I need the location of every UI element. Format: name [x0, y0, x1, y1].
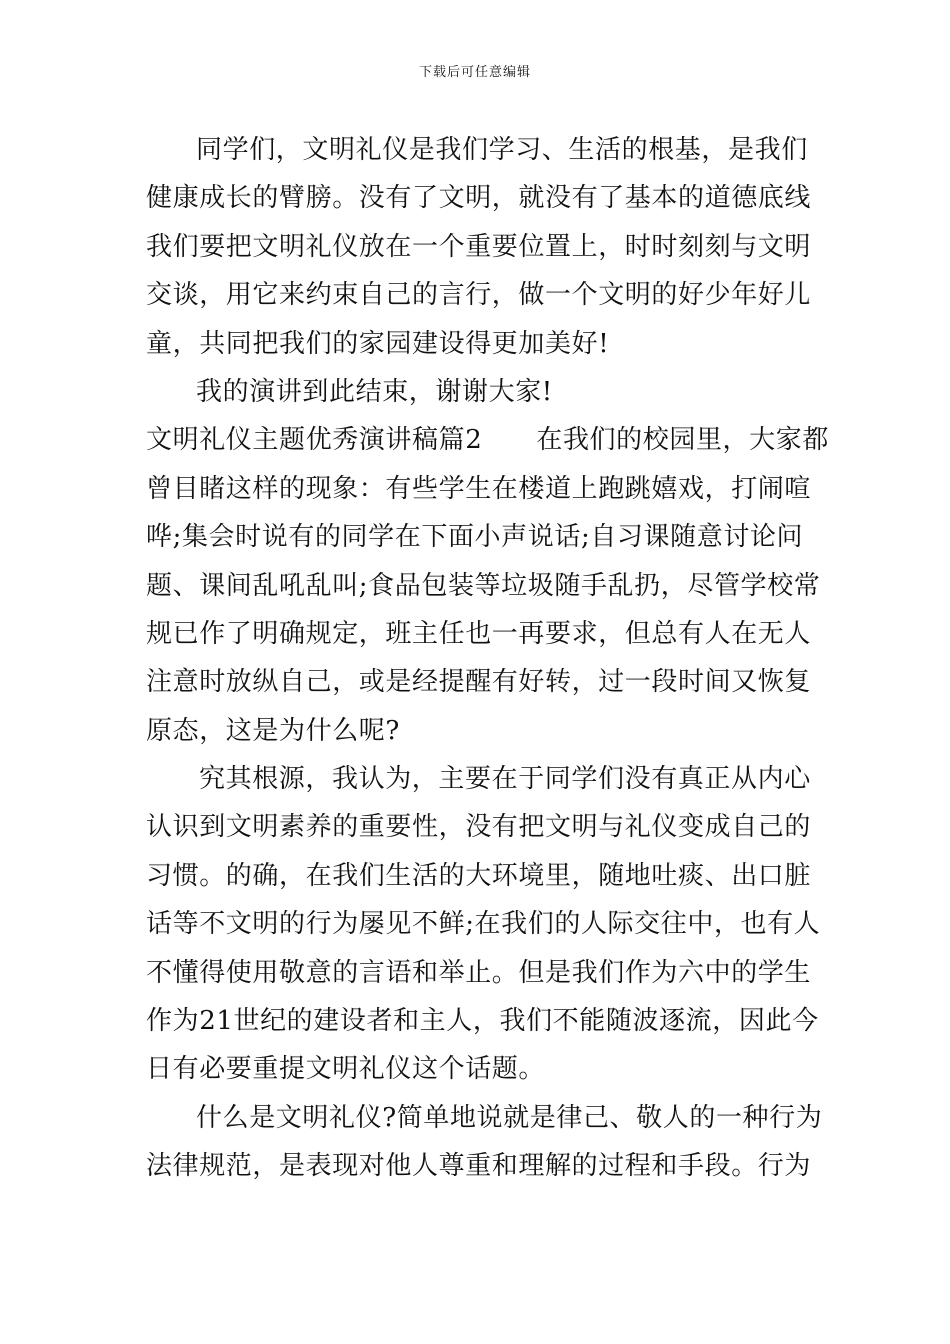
text-line: 交谈，用它来约束自己的言行，做一个文明的好少年好儿 [146, 280, 812, 311]
text-line: 童，共同把我们的家园建设得更加美好! [146, 328, 610, 359]
text-line: 同学们，文明礼仪是我们学习、生活的根基，是我们 [196, 135, 808, 165]
text-line: 哗;集会时说有的同学在下面小声说话;自习课随意讨论问 [146, 522, 804, 553]
page-header: 下载后可任意编辑 [418, 65, 531, 80]
text-line: 我们要把文明礼仪放在一个重要位置上，时时刻刻与文明 [146, 231, 812, 262]
text-line: 作为21世纪的建设者和主人，我们不能随波逐流，因此今 [146, 1006, 819, 1037]
text-line: 日有必要重提文明礼仪这个话题。 [146, 1054, 546, 1085]
text-line: 认识到文明素养的重要性，没有把文明与礼仪变成自己的 [146, 812, 812, 843]
text-line: 注意时放纵自己，或是经提醒有好转，过一段时间又恢复 [146, 667, 812, 698]
text-line: 在我们的校园里，大家都 [536, 425, 829, 456]
text-line: 习惯。的确，在我们生活的大环境里，随地吐痰、出口脏 [146, 860, 812, 891]
text-line: 规已作了明确规定，班主任也一再要求，但总有人在无人 [146, 618, 812, 649]
document-body [146, 126, 829, 1191]
text-line: 究其根源，我认为，主要在于同学们没有真正从内心 [199, 764, 811, 795]
text-line: 法律规范，是表现对他人尊重和理解的过程和手段。行为 [146, 1151, 812, 1182]
text-line: 原态，这是为什么呢? [146, 715, 400, 746]
section-heading: 文明礼仪主题优秀演讲稿篇2 [146, 425, 483, 456]
text-line: 健康成长的臂膀。没有了文明，就没有了基本的道德底线 [146, 183, 812, 214]
text-line: 曾目睹这样的现象：有些学生在楼道上跑跳嬉戏，打闹喧 [146, 473, 812, 504]
text-line: 什么是文明礼仪?简单地说就是律己、敬人的一种行为 [196, 1102, 823, 1133]
text-line: 话等不文明的行为屡见不鲜;在我们的人际交往中，也有人 [146, 909, 821, 940]
section-heading-line [146, 416, 829, 464]
text-line: 题、课间乱吼乱叫;食品包装等垃圾随手乱扔，尽管学校常 [146, 570, 821, 601]
text-line: 我的演讲到此结束，谢谢大家! [196, 376, 553, 407]
text-line: 不懂得使用敬意的言语和举止。但是我们作为六中的学生 [146, 957, 812, 988]
